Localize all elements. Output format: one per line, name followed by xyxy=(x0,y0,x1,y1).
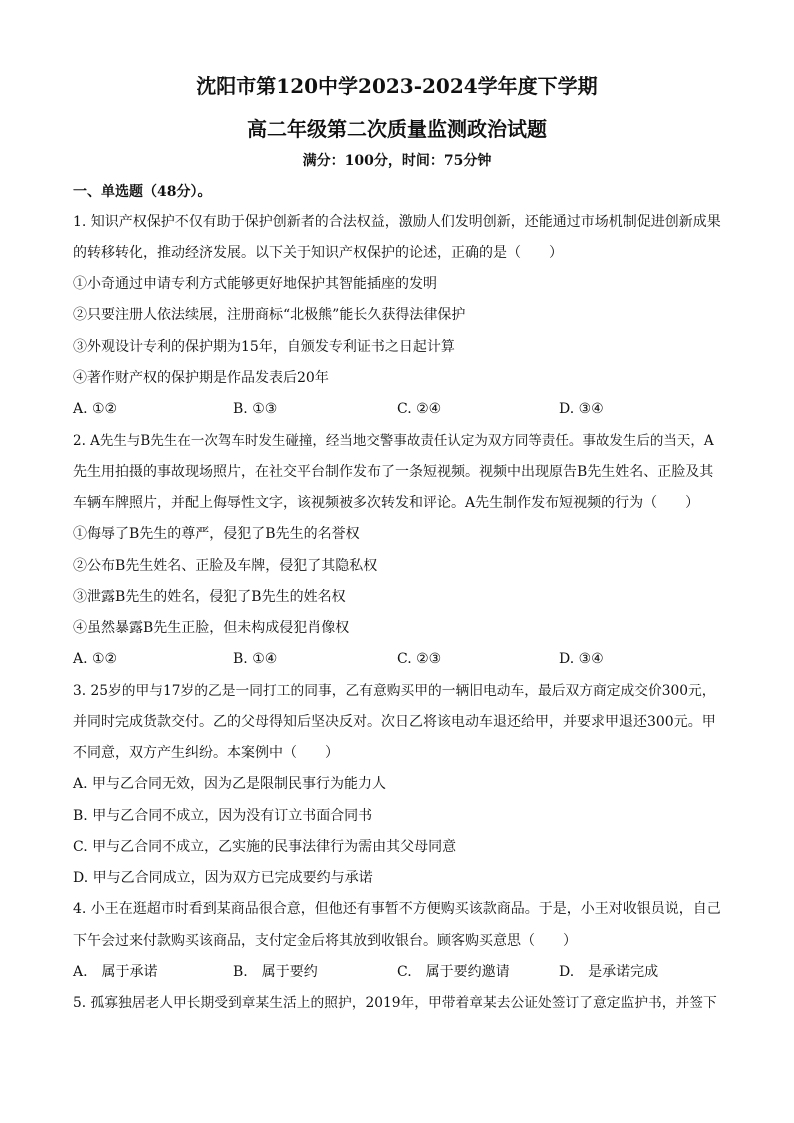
q3-option-d: D. 甲与乙合同成立，因为双方已完成要约与承诺 xyxy=(73,870,373,886)
q1-statement: ②只要注册人依法续展，注册商标“北极熊”能长久获得法律保护 xyxy=(73,307,466,323)
q3-stem-line: 不同意，双方产生纠纷。本案例中（ ） xyxy=(73,745,339,761)
q3-option-b: B. 甲与乙合同不成立，因为没有订立书面合同书 xyxy=(73,808,373,824)
q2-stem-line: 先生用拍摄的事故现场照片，在社交平台制作发布了一条短视频。视频中出现原告B先生姓名、正脸及其 xyxy=(73,464,714,480)
q2-option-b: B. ①④ xyxy=(233,651,278,667)
q4-option-b: B. 属于要约 xyxy=(233,964,318,980)
q5-stem-line: 5. 孤寡独居老人甲长期受到章某生活上的照护，2019年，甲带着章某去公证处签订了意定监护书，并签下 xyxy=(73,995,717,1011)
exam-school-title: 沈阳市第120中学2023-2024学年度下学期 xyxy=(196,74,598,98)
q2-statement: ④虽然暴露B先生正脸，但未构成侵犯肖像权 xyxy=(73,620,350,636)
q4-stem-line: 4. 小王在逛超市时看到某商品很合意，但他还有事暂不方便购买该款商品。于是，小王对收银员说，自己 xyxy=(73,901,721,917)
q1-statement: ④著作财产权的保护期是作品发表后20年 xyxy=(73,370,329,386)
q2-statement: ②公布B先生姓名、正脸及车牌，侵犯了其隐私权 xyxy=(73,558,378,574)
q2-stem-line: 2. A先生与B先生在一次驾车时发生碰撞，经当地交警事故责任认定为双方同等责任。事故发生后的当天，A xyxy=(73,433,714,449)
section-heading-single-choice: 一、单选题（48分）。 xyxy=(73,184,212,200)
q2-option-c: C. ②③ xyxy=(397,651,442,667)
q4-stem-line: 下午会过来付款购买该商品，支付定金后将其放到收银台。顾客购买意思（ ） xyxy=(73,933,577,949)
q3-stem-line: 3. 25岁的甲与17岁的乙是一同打工的同事，乙有意购买甲的一辆旧电动车，最后双方商定成交价300元， xyxy=(73,683,716,699)
exam-subject-title: 高二年级第二次质量监测政治试题 xyxy=(247,117,547,141)
q3-option-a: A. 甲与乙合同无效，因为乙是限制民事行为能力人 xyxy=(73,776,387,792)
score-time-info: 满分：100分，时间：75分钟 xyxy=(302,153,492,169)
q2-stem-line: 车辆车牌照片，并配上侮辱性文字，该视频被多次转发和评论。A先生制作发布短视频的行为（ ） xyxy=(73,495,700,511)
q1-statement: ③外观设计专利的保护期为15年，自颁发专利证书之日起计算 xyxy=(73,339,455,355)
q4-option-c: C. 属于要约邀请 xyxy=(397,964,510,980)
q3-option-c: C. 甲与乙合同不成立，乙实施的民事法律行为需由其父母同意 xyxy=(73,839,457,855)
q2-statement: ③泄露B先生的姓名，侵犯了B先生的姓名权 xyxy=(73,589,346,605)
q1-stem-line: 的转移转化，推动经济发展。以下关于知识产权保护的论述，正确的是（ ） xyxy=(73,245,563,261)
q4-option-d: D. 是承诺完成 xyxy=(559,964,659,980)
q4-option-a: A. 属于承诺 xyxy=(73,964,158,980)
q1-stem-line: 1. 知识产权保护不仅有助于保护创新者的合法权益，激励人们发明创新，还能通过市场机制促进创新成果 xyxy=(73,214,721,230)
q2-option-a: A. ①② xyxy=(73,651,118,667)
q1-option-b: B. ①③ xyxy=(233,401,278,417)
q1-option-d: D. ③④ xyxy=(559,401,604,417)
q2-option-d: D. ③④ xyxy=(559,651,604,667)
q1-option-c: C. ②④ xyxy=(397,401,442,417)
q2-statement: ①侮辱了B先生的尊严，侵犯了B先生的名誉权 xyxy=(73,526,360,542)
q3-stem-line: 并同时完成货款交付。乙的父母得知后坚决反对。次日乙将该电动车退还给甲，并要求甲退还300元。甲 xyxy=(73,714,716,730)
q1-option-a: A. ①② xyxy=(73,401,118,417)
q1-statement: ①小奇通过申请专利方式能够更好地保护其智能插座的发明 xyxy=(73,276,437,292)
